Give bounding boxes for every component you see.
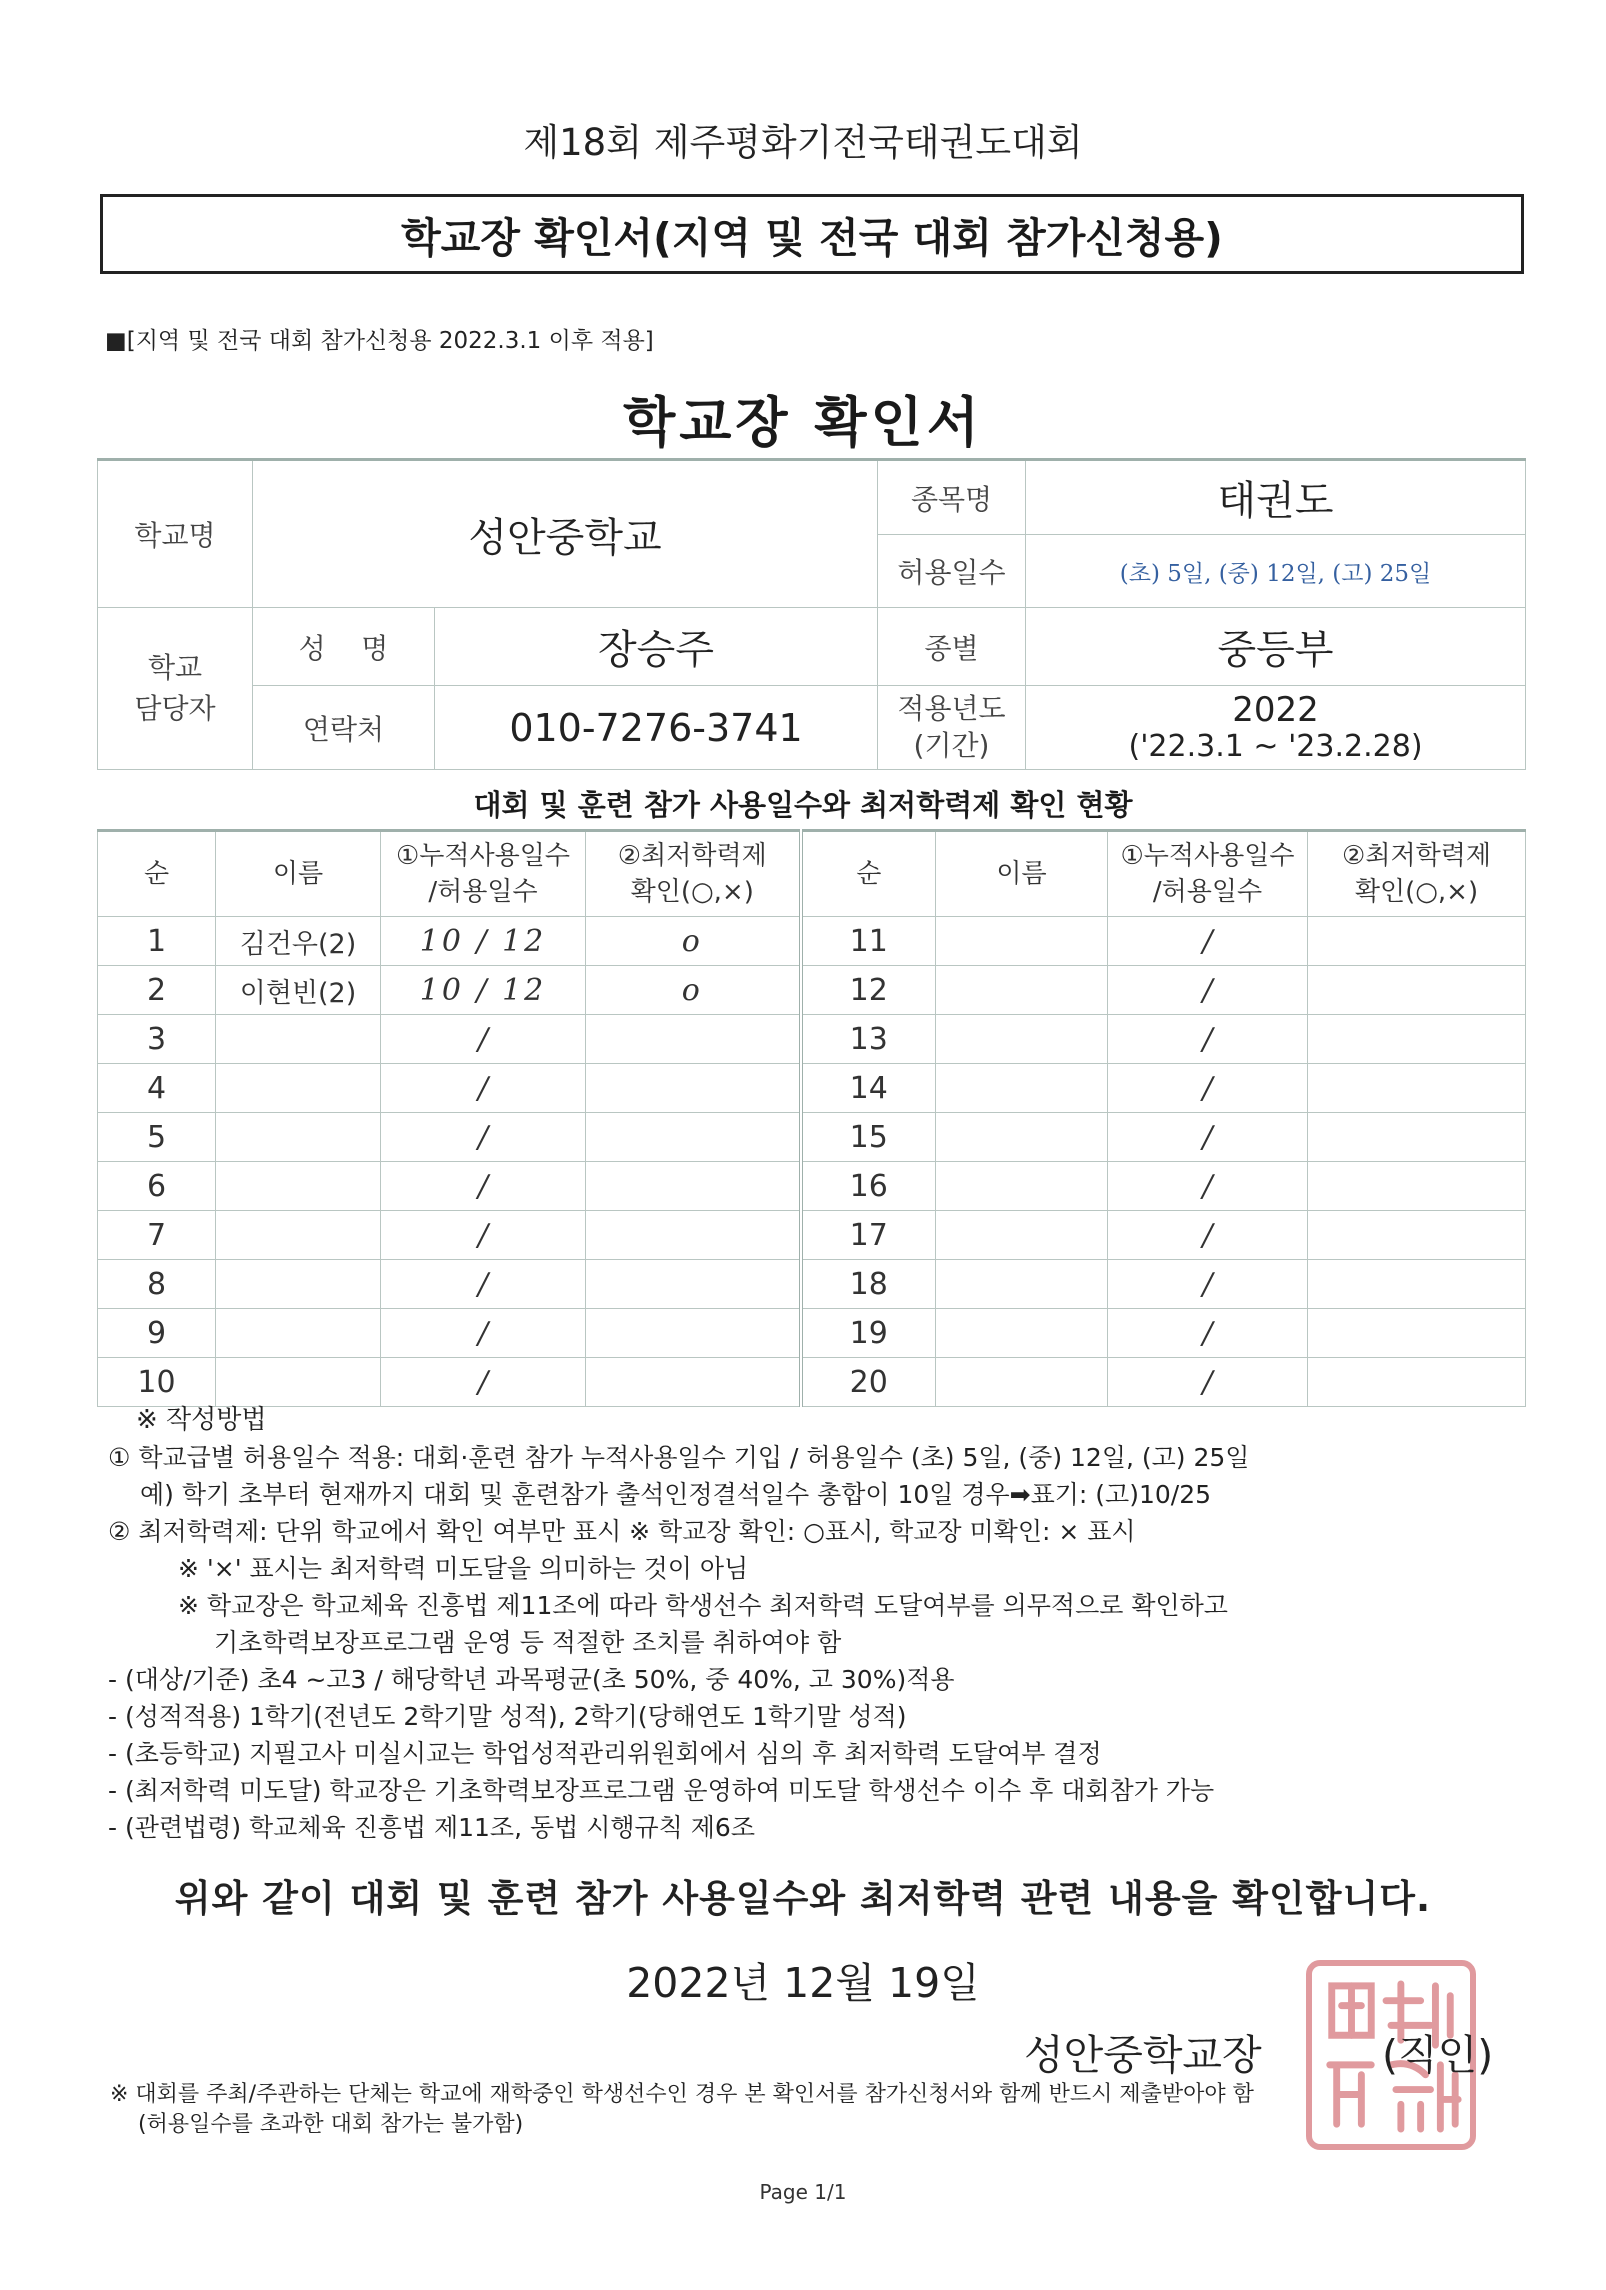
row-check: o — [586, 917, 801, 966]
row-check — [1308, 1260, 1526, 1309]
row-days: / — [1108, 917, 1308, 966]
header-check-line2: 확인(○,×) — [630, 877, 754, 907]
row-name — [216, 1113, 381, 1162]
period-value: ('22.3.1 ~ '23.2.28) — [1128, 728, 1423, 764]
contact-name: 장승주 — [435, 608, 878, 686]
row-no: 2 — [98, 966, 216, 1015]
row-no: 18 — [801, 1260, 936, 1309]
row-check — [1308, 1064, 1526, 1113]
guide-line: ① 학교급별 허용일수 적용: 대회·훈련 참가 누적사용일수 기입 / 허용일수 (초) 5일, (중) 12일, (고) 25일 — [108, 1443, 1250, 1472]
row-no: 3 — [98, 1015, 216, 1064]
header-days-line2: /허용일수 — [428, 877, 538, 907]
status-heading: 대회 및 훈련 참가 사용일수와 최저학력제 확인 현황 — [473, 788, 1133, 822]
guide-line: - (대상/기준) 초4 ~고3 / 해당학년 과목평균(초 50%, 중 40%, 고 30%)적용 — [108, 1665, 955, 1694]
row-no: 16 — [801, 1162, 936, 1211]
row-days: / — [381, 1113, 586, 1162]
header-days-line1: ①누적사용일수 — [395, 840, 570, 871]
row-no: 12 — [801, 966, 936, 1015]
row-name: 김건우(2) — [216, 917, 381, 966]
row-check — [1308, 917, 1526, 966]
division-value: 중등부 — [1026, 608, 1526, 686]
table-row — [98, 1309, 1526, 1358]
footnote — [110, 2080, 1254, 2140]
header-no-right: 순 — [801, 831, 936, 917]
row-no: 17 — [801, 1211, 936, 1260]
header-no-left: 순 — [98, 831, 216, 917]
row-days: / — [1108, 1064, 1308, 1113]
header-check-right — [1308, 831, 1526, 917]
row-no: 20 — [801, 1358, 936, 1407]
row-days: / — [381, 1064, 586, 1113]
event-value: 태권도 — [1026, 460, 1526, 535]
school-name: 성안중학교 — [253, 460, 878, 608]
event-title: 제18회 제주평화기전국태권도대회 — [523, 121, 1083, 164]
row-name — [936, 1211, 1108, 1260]
guide-line: - (관련법령) 학교체육 진흥법 제11조, 동법 시행규칙 제6조 — [108, 1813, 755, 1842]
row-days: / — [1108, 1015, 1308, 1064]
row-name — [936, 1162, 1108, 1211]
row-name — [216, 1260, 381, 1309]
row-no: 1 — [98, 917, 216, 966]
row-name: 이현빈(2) — [216, 966, 381, 1015]
row-no: 7 — [98, 1211, 216, 1260]
row-check — [1308, 1211, 1526, 1260]
table-row — [98, 1211, 1526, 1260]
row-name — [216, 1162, 381, 1211]
row-check — [586, 1211, 801, 1260]
document-box-title: 학교장 확인서(지역 및 전국 대회 참가신청용) — [100, 194, 1524, 274]
row-name — [936, 966, 1108, 1015]
row-check — [586, 1358, 801, 1407]
footnote-line: ※ 대회를 주최/주관하는 단체는 학교에 재학중인 학생선수인 경우 본 확인서를 참가신청서와 함께 반드시 제출받아야 함 — [110, 2082, 1254, 2107]
records-table — [97, 829, 1526, 1407]
table-row — [98, 1260, 1526, 1309]
table-row — [98, 1358, 1526, 1407]
row-name — [936, 917, 1108, 966]
header-days-right — [1108, 831, 1308, 917]
row-days: / — [1108, 966, 1308, 1015]
phone-value: 010-7276-3741 — [435, 686, 878, 770]
notice-line: ■[지역 및 전국 대회 참가신청용 2022.3.1 이후 적용] — [105, 328, 654, 354]
row-days: / — [1108, 1113, 1308, 1162]
header-name-right: 이름 — [936, 831, 1108, 917]
row-days: / — [381, 1358, 586, 1407]
row-check — [586, 1064, 801, 1113]
row-name — [216, 1064, 381, 1113]
header-check-left — [586, 831, 801, 917]
division-label: 종별 — [878, 608, 1026, 686]
row-check — [1308, 1162, 1526, 1211]
guide-line: - (최저학력 미도달) 학교장은 기초학력보장프로그램 운영하여 미도달 학생선수 이수 후 대회참가 가능 — [108, 1776, 1215, 1805]
row-no: 5 — [98, 1113, 216, 1162]
table-row — [98, 1064, 1526, 1113]
writing-guide — [108, 1402, 1548, 1846]
row-name — [216, 1309, 381, 1358]
table-row — [98, 1162, 1526, 1211]
allowed-days-value: (초) 5일, (중) 12일, (고) 25일 — [1026, 535, 1526, 608]
row-name — [936, 1358, 1108, 1407]
row-days: / — [1108, 1309, 1308, 1358]
row-check — [586, 1113, 801, 1162]
row-name — [936, 1309, 1108, 1358]
row-name — [216, 1211, 381, 1260]
row-check — [1308, 1309, 1526, 1358]
row-no: 13 — [801, 1015, 936, 1064]
phone-label: 연락처 — [253, 686, 435, 770]
table-row — [98, 1015, 1526, 1064]
row-name — [936, 1260, 1108, 1309]
guide-line: 예) 학기 초부터 현재까지 대회 및 훈련참가 출석인정결석일수 총합이 10일 경우➡표기: (고)10/25 — [140, 1480, 1212, 1509]
row-days: / — [1108, 1358, 1308, 1407]
guide-line: ② 최저학력제: 단위 학교에서 확인 여부만 표시 ※ 학교장 확인: ○표시, 학교장 미확인: × 표시 — [108, 1517, 1136, 1546]
row-days: / — [381, 1015, 586, 1064]
row-check: o — [586, 966, 801, 1015]
guide-heading: ※ 작성방법 — [136, 1405, 267, 1435]
row-days: / — [381, 1260, 586, 1309]
row-name — [936, 1015, 1108, 1064]
row-days: / — [1108, 1260, 1308, 1309]
row-check — [586, 1015, 801, 1064]
row-days: / — [381, 1162, 586, 1211]
row-no: 10 — [98, 1358, 216, 1407]
contact-person-label: 학교 담당자 — [98, 608, 253, 770]
row-days: / — [381, 1211, 586, 1260]
header-name-left: 이름 — [216, 831, 381, 917]
header-days-line2: /허용일수 — [1152, 877, 1263, 907]
row-days: 10 / 12 — [381, 917, 586, 966]
info-table — [97, 458, 1526, 770]
header-days-line1: ①누적사용일수 — [1120, 840, 1295, 871]
issue-date: 2022년 12월 19일 — [626, 1959, 980, 2007]
row-no: 11 — [801, 917, 936, 966]
guide-line: - (성적적용) 1학기(전년도 2학기말 성적), 2학기(당해연도 1학기말 성적) — [108, 1702, 907, 1731]
row-check — [1308, 1358, 1526, 1407]
guide-line: ※ '×' 표시는 최저학력 미도달을 의미하는 것이 아님 — [178, 1554, 749, 1583]
row-check — [1308, 966, 1526, 1015]
principal-signature: 성안중학교장 — [1024, 2031, 1262, 2079]
school-name-label: 학교명 — [98, 460, 253, 608]
allowed-days-label: 허용일수 — [878, 535, 1026, 608]
header-check-line1: ②최저학력제 — [617, 840, 767, 871]
row-name — [216, 1358, 381, 1407]
row-no: 14 — [801, 1064, 936, 1113]
header-check-line1: ②최저학력제 — [1342, 840, 1491, 871]
row-name — [936, 1113, 1108, 1162]
event-label: 종목명 — [878, 460, 1026, 535]
row-check — [586, 1162, 801, 1211]
row-days: 10 / 12 — [381, 966, 586, 1015]
header-days-left — [381, 831, 586, 917]
row-days: / — [381, 1309, 586, 1358]
row-no: 6 — [98, 1162, 216, 1211]
row-no: 4 — [98, 1064, 216, 1113]
year-label: 적용년도 (기간) — [878, 686, 1026, 770]
row-name — [936, 1064, 1108, 1113]
row-no: 19 — [801, 1309, 936, 1358]
row-name — [216, 1015, 381, 1064]
footnote-line: (허용일수를 초과한 대회 참가는 불가함) — [138, 2112, 524, 2137]
year-value: 2022 — [1232, 689, 1319, 730]
confirm-statement: 위와 같이 대회 및 훈련 참가 사용일수와 최저학력 관련 내용을 확인합니다. — [174, 1877, 1432, 1920]
row-check — [1308, 1113, 1526, 1162]
guide-line: 기초학력보장프로그램 운영 등 적절한 조치를 취하여야 함 — [214, 1628, 842, 1657]
row-check — [1308, 1015, 1526, 1064]
row-check — [586, 1260, 801, 1309]
table-row — [98, 917, 1526, 966]
table-row — [98, 966, 1526, 1015]
row-no: 8 — [98, 1260, 216, 1309]
row-no: 15 — [801, 1113, 936, 1162]
table-row — [98, 1113, 1526, 1162]
name-label: 성 명 — [253, 608, 435, 686]
row-days: / — [1108, 1211, 1308, 1260]
page-number: Page 1/1 — [759, 2180, 847, 2204]
row-days: / — [1108, 1162, 1308, 1211]
document-title: 학교장 확인서 — [623, 391, 983, 454]
row-check — [586, 1309, 801, 1358]
row-no: 9 — [98, 1309, 216, 1358]
header-check-line2: 확인(○,×) — [1354, 877, 1479, 907]
guide-line: - (초등학교) 지필고사 미실시교는 학업성적관리위원회에서 심의 후 최저학력 도달여부 결정 — [108, 1739, 1102, 1768]
seal-label: (직인) — [1382, 2031, 1494, 2079]
guide-line: ※ 학교장은 학교체육 진흥법 제11조에 따라 학생선수 최저학력 도달여부를 의무적으로 확인하고 — [178, 1591, 1228, 1620]
